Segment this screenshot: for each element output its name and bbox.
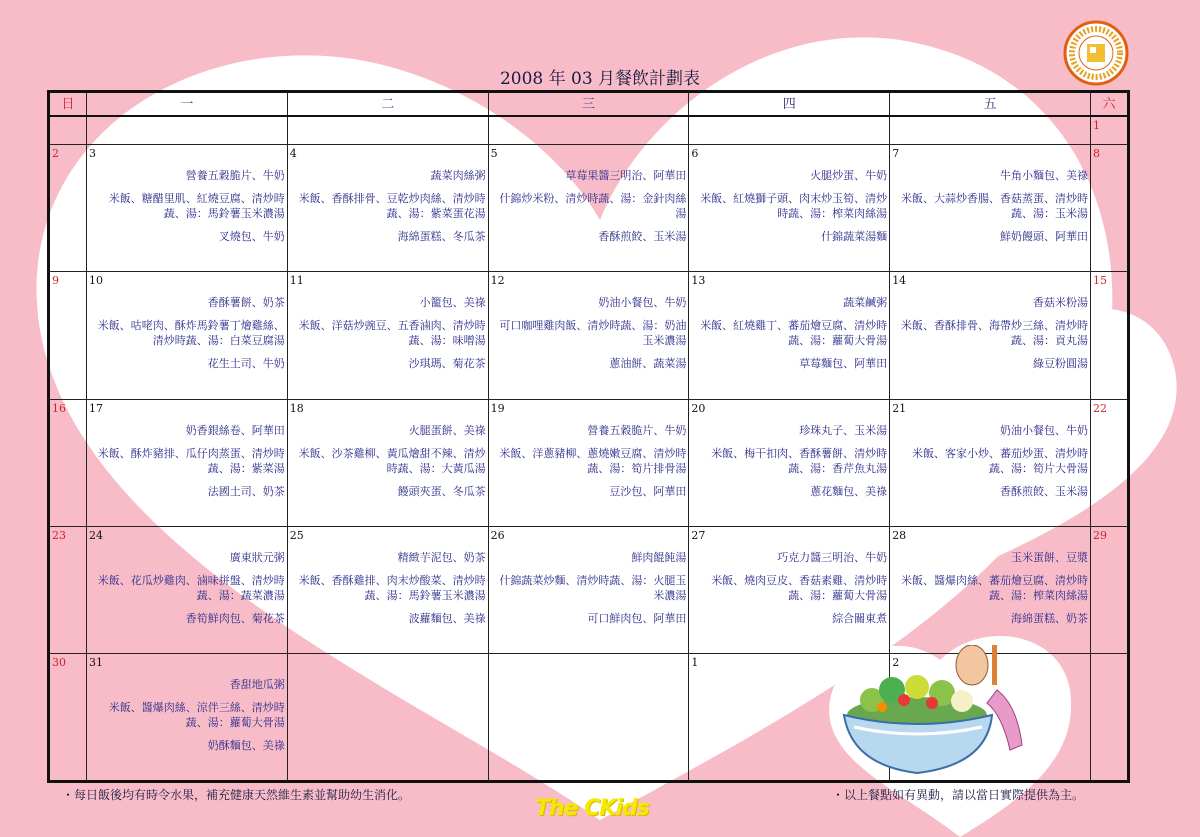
- breakfast-text: 火腿蛋餅、美祿: [408, 423, 486, 437]
- week-row: [49, 527, 1129, 654]
- lunch-text: 什錦炒米粉、清炒時蔬、湯：金針肉絲湯: [499, 191, 687, 220]
- weekday-wed: 三: [488, 92, 689, 117]
- breakfast-text: 鮮肉餛飩湯: [631, 551, 687, 564]
- breakfast-text: 玉米蛋餅、豆漿: [1011, 551, 1088, 564]
- footer-note-changes: ・以上餐點如有異動，請以當日實際提供為主。: [832, 788, 1085, 802]
- date-number: 27: [691, 529, 706, 542]
- date-number: 11: [289, 274, 304, 288]
- date-number: 2: [892, 656, 900, 670]
- page-title: 2008 年 03 月餐飲計劃表: [499, 69, 701, 89]
- day-cell-tue: [287, 654, 488, 782]
- breakfast-text: 營養五穀脆片、牛奶: [185, 168, 285, 182]
- date-number: [491, 119, 689, 133]
- snack-text: 豆沙包、阿華田: [609, 484, 687, 498]
- snack-text: 可口鮮肉包、阿華田: [587, 612, 687, 625]
- day-cell-wed: [488, 399, 689, 526]
- snack-text: 海綿蛋糕、奶茶: [1011, 612, 1088, 625]
- sunday-cell: [49, 272, 87, 399]
- weekday-mon: 一: [87, 92, 288, 117]
- date-number: 25: [289, 529, 304, 542]
- weekday-sun: 日: [49, 92, 87, 117]
- date-number: [89, 119, 287, 133]
- date-number: 18: [289, 401, 304, 415]
- date-number: 6: [691, 146, 699, 160]
- breakfast-text: 小籠包、美祿: [419, 296, 486, 310]
- lunch-text: 米飯、花瓜炒雞肉、滷味拼盤、清炒時蔬、湯：蔬菜濃湯: [97, 574, 285, 602]
- breakfast-text: 奶油小餐包、牛奶: [598, 296, 687, 310]
- snack-text: 什錦蔬菜湯麵: [821, 229, 888, 243]
- week-row: [49, 144, 1129, 271]
- day-cell-fri: [890, 272, 1091, 399]
- date-number: 5: [490, 146, 498, 160]
- breakfast-text: 草莓果醬三明治、阿華田: [565, 168, 687, 182]
- day-cell-tue: [287, 116, 488, 144]
- day-cell-tue: [287, 527, 488, 654]
- date-number: 20: [691, 401, 706, 415]
- breakfast-text: 火腿炒蛋、牛奶: [810, 168, 888, 182]
- date-number: [1093, 656, 1127, 670]
- breakfast-text: 香甜地瓜粥: [229, 678, 285, 692]
- footer-note-fruit: ・每日飯後均有時令水果，補充健康天然維生素並幫助幼生消化。: [62, 788, 411, 802]
- snack-text: 叉燒包、牛奶: [218, 229, 285, 243]
- snack-text: 花生土司、牛奶: [207, 357, 285, 371]
- sunday-cell: [49, 527, 87, 654]
- day-cell-fri: [890, 116, 1091, 144]
- date-number: 8: [1093, 146, 1100, 160]
- date-number: [52, 119, 86, 133]
- day-cell-wed: [488, 116, 689, 144]
- lunch-text: 米飯、香酥雞排、肉末炒酸菜、清炒時蔬、湯：馬鈴薯玉米濃湯: [298, 574, 486, 602]
- date-number: 4: [289, 146, 297, 160]
- day-cell-fri: [890, 399, 1091, 526]
- date-number: [691, 119, 889, 133]
- breakfast-text: 牛角小麵包、美祿: [1000, 168, 1088, 182]
- lunch-text: 米飯、紅燒獅子頭、肉末炒玉筍、清炒時蔬、湯：榨菜肉絲湯: [700, 191, 888, 220]
- breakfast-text: 香酥薯餅、奶茶: [207, 296, 285, 310]
- lunch-text: 米飯、紅燒雞丁、蕃茄燴豆腐、清炒時蔬、湯：蘿蔔大骨湯: [700, 319, 888, 348]
- date-number: 13: [691, 274, 706, 288]
- date-number: 1: [1093, 119, 1100, 132]
- day-cell-mon: [87, 144, 288, 271]
- weekday-thu: 四: [689, 92, 890, 117]
- saturday-cell: [1091, 144, 1129, 271]
- snack-text: 奶酥麵包、美祿: [207, 739, 285, 753]
- date-number: 19: [490, 401, 505, 415]
- day-cell-mon: [87, 116, 288, 144]
- date-number: 12: [490, 274, 505, 288]
- date-number: [290, 119, 488, 133]
- saturday-cell: [1091, 116, 1129, 144]
- weekday-sat: 六: [1091, 92, 1129, 117]
- day-cell-tue: [287, 272, 488, 399]
- lunch-text: 可口咖哩雞肉飯、清炒時蔬、湯：奶油玉米濃湯: [499, 319, 687, 348]
- breakfast-text: 廣東狀元粥: [229, 551, 285, 564]
- lunch-text: 米飯、糖醋里肌、紅燒豆腐、清炒時蔬、湯：馬鈴薯玉米濃湯: [108, 191, 285, 220]
- date-number: 31: [89, 656, 103, 670]
- snack-text: 法國土司、奶茶: [207, 484, 285, 498]
- day-cell-fri: [890, 144, 1091, 271]
- day-cell-fri: [890, 527, 1091, 654]
- date-number: 16: [52, 401, 66, 415]
- day-cell-mon: [87, 399, 288, 526]
- date-number: 1: [691, 656, 699, 670]
- snack-text: 鮮奶饅頭、阿華田: [1000, 229, 1088, 243]
- week-row: [49, 116, 1129, 144]
- date-number: [290, 656, 488, 670]
- day-cell-tue: [287, 399, 488, 526]
- weekday-tue: 二: [287, 92, 488, 117]
- date-number: 28: [892, 529, 907, 542]
- breakfast-text: 奶香銀絲卷、阿華田: [185, 423, 285, 437]
- lunch-text: 米飯、大蒜炒香腸、香菇蒸蛋、清炒時蔬、湯：玉米湯: [901, 191, 1088, 220]
- date-number: [491, 656, 689, 670]
- sunday-cell: [49, 116, 87, 144]
- breakfast-text: 蔬菜鹹粥: [843, 296, 888, 310]
- snack-text: 草莓麵包、阿華田: [799, 357, 888, 371]
- date-number: [892, 119, 1090, 133]
- saturday-cell: [1091, 399, 1129, 526]
- lunch-text: 米飯、梅干扣肉、香酥薯餅、清炒時蔬、湯：香芹魚丸湯: [711, 446, 888, 475]
- day-cell-thu: [689, 272, 890, 399]
- saturday-cell: [1091, 527, 1129, 654]
- snack-text: 綠豆粉圓湯: [1033, 357, 1088, 371]
- lunch-text: 什錦蔬菜炒麵、清炒時蔬、湯：火腿玉米濃湯: [499, 574, 687, 602]
- lunch-text: 米飯、洋蔥豬柳、蔥燒嫩豆腐、清炒時蔬、湯：筍片排骨湯: [499, 446, 687, 475]
- lunch-text: 米飯、香酥排骨、豆乾炒肉絲、清炒時蔬、湯：紫菜蛋花湯: [298, 191, 486, 220]
- snack-text: 綜合關東煮: [832, 612, 888, 625]
- day-cell-thu: [689, 116, 890, 144]
- lunch-text: 米飯、醬爆肉絲、蕃茄燴豆腐、清炒時蔬、湯：榨菜肉絲湯: [901, 574, 1088, 602]
- day-cell-wed: [488, 144, 689, 271]
- snack-text: 海綿蛋糕、冬瓜茶: [397, 229, 486, 243]
- date-number: 15: [1093, 274, 1107, 288]
- weekday-header: [49, 92, 1129, 117]
- sunday-cell: [49, 144, 87, 271]
- sunday-cell: [49, 399, 87, 526]
- saturday-cell: [1091, 272, 1129, 399]
- date-number: 14: [892, 274, 907, 288]
- snack-text: 波蘿麵包、美祿: [408, 612, 486, 625]
- day-cell-wed: [488, 527, 689, 654]
- date-number: 23: [52, 529, 66, 542]
- day-cell-thu: [689, 144, 890, 271]
- snack-text: 香酥煎餃、玉米湯: [1000, 484, 1088, 498]
- day-cell-mon: [87, 654, 288, 782]
- day-cell-thu: [689, 399, 890, 526]
- snack-text: 饅頭夾蛋、冬瓜茶: [397, 484, 486, 498]
- lunch-text: 米飯、洋菇炒豌豆、五香滷肉、清炒時蔬、湯：味噌湯: [298, 319, 486, 348]
- saturday-cell: [1091, 654, 1129, 782]
- snack-text: 香筍鮮肉包、菊花茶: [185, 612, 285, 625]
- snack-text: 沙琪瑪、菊花茶: [408, 357, 486, 371]
- breakfast-text: 精緻芋泥包、奶茶: [397, 551, 486, 564]
- day-cell-wed: [488, 654, 689, 782]
- date-number: 26: [490, 529, 505, 542]
- date-number: 29: [1093, 529, 1107, 542]
- lunch-text: 米飯、香酥排骨、海帶炒三絲、清炒時蔬、湯：貢丸湯: [901, 319, 1088, 348]
- date-number: 9: [52, 274, 59, 288]
- snack-text: 蔥油餅、蔬菜湯: [609, 357, 687, 371]
- breakfast-text: 巧克力醬三明治、牛奶: [777, 551, 888, 564]
- salad-bowl-illustration: [832, 645, 1032, 780]
- day-cell-mon: [87, 527, 288, 654]
- lunch-text: 米飯、客家小炒、蕃茄炒蛋、清炒時蔬、湯：筍片大骨湯: [912, 446, 1088, 475]
- date-number: 30: [52, 656, 66, 670]
- day-cell-tue: [287, 144, 488, 271]
- breakfast-text: 營養五穀脆片、牛奶: [587, 423, 687, 437]
- lunch-text: 米飯、酥炸豬排、瓜仔肉蒸蛋、清炒時蔬、湯：紫菜湯: [97, 446, 285, 475]
- breakfast-text: 香菇米粉湯: [1033, 296, 1088, 310]
- week-row: [49, 272, 1129, 399]
- brand-logo-text: The CKids: [535, 796, 649, 821]
- date-number: 22: [1093, 401, 1107, 415]
- weekday-fri: 五: [890, 92, 1091, 117]
- breakfast-text: 奶油小餐包、牛奶: [1000, 423, 1088, 437]
- breakfast-text: 珍珠丸子、玉米湯: [799, 423, 888, 437]
- date-number: 10: [89, 274, 103, 288]
- date-number: 2: [52, 146, 59, 160]
- lunch-text: 米飯、沙茶雞柳、黃瓜燴甜不辣、清炒時蔬、湯：大黃瓜湯: [298, 446, 486, 475]
- breakfast-text: 蔬菜肉絲粥: [430, 168, 486, 182]
- lunch-text: 米飯、醬爆肉絲、涼伴三絲、清炒時蔬、湯：蘿蔔大骨湯: [108, 701, 285, 730]
- date-number: 24: [89, 529, 103, 542]
- date-number: 3: [89, 146, 96, 160]
- day-cell-wed: [488, 272, 689, 399]
- date-number: 21: [892, 401, 907, 415]
- date-number: 7: [892, 146, 900, 160]
- lunch-text: 米飯、咕咾肉、酥炸馬鈴薯丁燴雞絲、清炒時蔬、湯：白菜豆腐湯: [97, 319, 285, 348]
- snack-text: 蔥花麵包、美祿: [810, 484, 888, 498]
- day-cell-thu: [689, 527, 890, 654]
- sunday-cell: [49, 654, 87, 782]
- date-number: 17: [89, 401, 103, 415]
- day-cell-mon: [87, 272, 288, 399]
- snack-text: 香酥煎餃、玉米湯: [598, 229, 687, 243]
- week-row: [49, 399, 1129, 526]
- lunch-text: 米飯、燒肉豆皮、香菇素雞、清炒時蔬、湯：蘿蔔大骨湯: [711, 574, 888, 602]
